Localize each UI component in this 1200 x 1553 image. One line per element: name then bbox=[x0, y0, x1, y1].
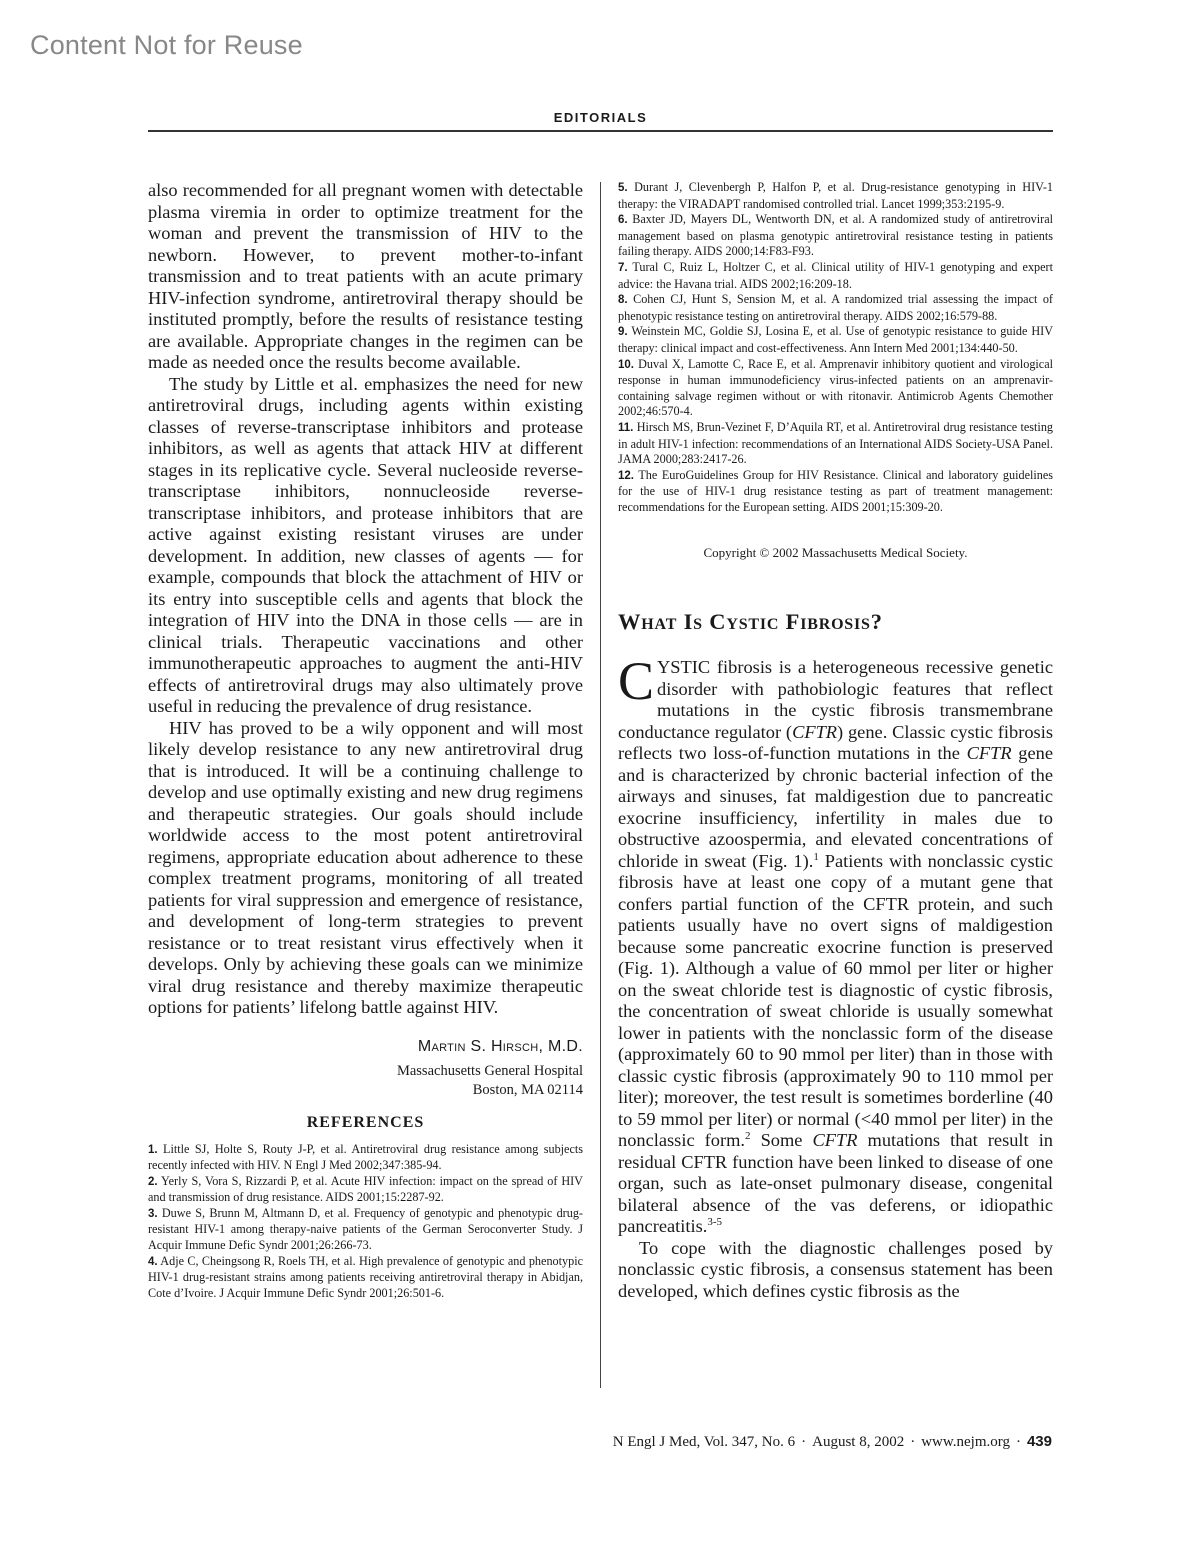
text-run: Some bbox=[750, 1130, 813, 1151]
reference-number: 11. bbox=[618, 421, 634, 434]
body-paragraph: The study by Little et al. emphasizes the need for new antiretroviral drugs, including agents within existing classes of reverse-transcriptase inhibitors and protease inhibitors, as well as agents that attack HIV at different stages in its replicative cycle. Several nucleoside reverse-transcriptase inhibitors, nonnucleoside reverse-transcriptase inhibitors, and protease inhibitors that are active against existing resistant viruses are under development. In addition, new classes of agents — for example, compounds that block the attachment of HIV or its entry into susceptible cells and agents that block the integration of HIV into the DNA in those cells — are in clinical trials. Therapeutic vaccinations and other immunotherapeutic approaches to augment the anti-HIV effects of antiretroviral drugs may also ultimately prove useful in reducing the prevalence of drug resistance. bbox=[148, 373, 583, 716]
footer-separator: · bbox=[1015, 1434, 1021, 1450]
body-paragraph: also recommended for all pregnant women with detectable plasma viremia in order to optimize treatment for the woman and prevent the transmission of HIV to the newborn. However, to prevent mother-to-infant transmission and to treat patients with an acute primary HIV-infection syndrome, antiretroviral therapy should be instituted promptly, before the results of resistance testing are available. Appropriate changes in the regimen can be made as needed once the results become available. bbox=[148, 180, 583, 372]
reference-text: Baxter JD, Mayers DL, Wentworth DN, et al. A randomized study of antiretroviral management based on plasma genotypic antiretroviral resistance testing in patients failing therapy. AIDS 2000;14:F83-F93. bbox=[618, 212, 1054, 259]
left-column bbox=[148, 180, 583, 1301]
text-run: gene and is characterized by chronic bacterial infection of the airways and sinuses, fat maldigestion due to pancreatic exocrine insufficiency, infertility in males due to obstructive azoospermia, and elevated concentrations of chloride in sweat (Fig. 1). bbox=[618, 743, 1053, 871]
reference-item bbox=[618, 212, 1053, 260]
reference-text: The EuroGuidelines Group for HIV Resistance. Clinical and laboratory guidelines for the use of HIV-1 drug resistance testing as part of treatment management: recommendations for the European setting. AIDS 2001;15:309-20. bbox=[618, 467, 1053, 514]
page-number: 439 bbox=[1026, 1433, 1052, 1450]
reference-text: Little SJ, Holte S, Routy J-P, et al. Antiretroviral drug resistance among subjects recently infected with HIV. N Engl J Med 2002;347:385-94. bbox=[148, 1141, 583, 1173]
reference-text: Hirsch MS, Brun-Vezinet F, D’Aquila RT, et al. Antiretroviral drug resistance testing in adult HIV-1 infection: recommendations of an International AIDS Society-USA Panel. JAMA 2000;283:2417-26. bbox=[618, 419, 1054, 467]
reference-text: Tural C, Ruiz L, Holtzer C, et al. Clinical utility of HIV-1 genotyping and expert advice: the Havana trial. AIDS 2002;16:209-18. bbox=[618, 259, 1053, 291]
text-run: Patients with nonclassic cystic fibrosis have at least one copy of a mutant gene that confers partial function of the CFTR protein, and such patients usually have no overt signs of maldigestion because some pancreatic exocrine function is preserved (Fig. 1). Although a value of 60 mmol per liter or higher on the sweat chloride test is diagnostic of cystic fibrosis, the concentration of sweat chloride is usually somewhat lower in patients with the nonclassic form of the disease (approximately 60 to 90 mmol per liter) than in those with classic cystic fibrosis (approximately 90 to 110 mmol per liter); moreover, the test result is sometimes borderline (40 to 59 mmol per liter) or normal (<40 mmol per liter) in the nonclassic form. bbox=[618, 850, 1054, 1151]
reference-text: Duwe S, Brunn M, Altmann D, et al. Frequency of genotypic and phenotypic drug-resistant HIV-1 among therapy-naive patients of the German Seroconverter Study. J Acquir Immune Defic Syndr 2001;26:266-73. bbox=[148, 1205, 583, 1253]
gene-name: CFTR bbox=[966, 743, 1012, 764]
reference-text: Weinstein MC, Goldie SJ, Losina E, et al. Use of genotypic resistance to guide HIV therapy: clinical impact and cost-effectiveness. Ann Intern Med 2001;134:440-50. bbox=[618, 324, 1053, 355]
reference-number: 2. bbox=[148, 1175, 158, 1188]
reference-number: 4. bbox=[148, 1255, 158, 1268]
reference-number: 9. bbox=[618, 326, 628, 339]
reference-number: 5. bbox=[618, 182, 628, 194]
text-run: YSTIC fibrosis is a heterogeneous recessive genetic disorder with pathobiologic features that reflect mutations in the cystic fibrosis transmembrane conductance regulator ( bbox=[618, 657, 1053, 742]
right-column bbox=[618, 180, 1053, 1302]
body-paragraph: HIV has proved to be a wily opponent and will most likely develop resistance to any new antiretroviral drug that is introduced. It will be a continuing challenge to develop and use optimally existing and new drug regimens and therapeutic strategies. Our goals should include worldwide access to the most potent antiretroviral regimens, appropriate education about adherence to these complex treatment programs, monitoring of all treated patients for viral suppression and emergence of resistance, and development of long-term strategies to prevent resistance or to treat resistant virus effectively when it develops. Only by achieving these goals can we minimize viral drug resistance and thereby maximize therapeutic options for patients’ lifelong battle against HIV. bbox=[148, 717, 583, 1017]
citation-superscript: 3-5 bbox=[707, 1216, 723, 1229]
gene-name: CFTR bbox=[812, 1130, 858, 1151]
reference-item bbox=[148, 1174, 583, 1206]
reference-item bbox=[618, 260, 1053, 292]
header-rule bbox=[148, 130, 1053, 132]
column-divider bbox=[600, 182, 601, 1388]
page-footer bbox=[613, 1433, 1052, 1451]
issue-date: August 8, 2002 bbox=[812, 1434, 905, 1450]
reference-text: Yerly S, Vora S, Rizzardi P, et al. Acute HIV infection: impact on the spread of HIV and transmission of drug resistance. AIDS 2001;15:2287-92. bbox=[148, 1173, 583, 1205]
reference-item bbox=[618, 324, 1053, 356]
reference-item bbox=[618, 180, 1053, 212]
reference-item bbox=[618, 420, 1053, 468]
copyright-notice: Copyright © 2002 Massachusetts Medical Society. bbox=[703, 545, 968, 561]
journal-citation: N Engl J Med, Vol. 347, No. 6 bbox=[612, 1434, 796, 1450]
reference-number: 1. bbox=[148, 1143, 158, 1156]
reference-item bbox=[618, 468, 1053, 516]
text-run: ) gene. Classic cystic fibrosis reflects two loss-of-function mutations in the bbox=[618, 721, 1053, 764]
body-paragraph: To cope with the diagnostic challenges posed by nonclassic cystic fibrosis, a consensus statement has been developed, which defines cystic fibrosis as the bbox=[618, 1237, 1053, 1301]
reference-text: Adje C, Cheingsong R, Roels TH, et al. High prevalence of genotypic and phenotypic HIV-1 drug-resistant strains among patients receiving antiretroviral therapy in Abidjan, Cote d’Ivoire. J Acquir Immune Defic Syndr 2001;26:501-6. bbox=[148, 1253, 583, 1300]
affiliation-line: Boston, MA 02114 bbox=[472, 1081, 583, 1098]
drop-cap: C bbox=[618, 651, 655, 712]
author-name: Martin S. Hirsch, M.D. bbox=[417, 1037, 583, 1055]
watermark: Content Not for Reuse bbox=[30, 30, 303, 60]
reference-item bbox=[148, 1206, 583, 1254]
reference-item bbox=[148, 1142, 583, 1174]
reference-item bbox=[618, 292, 1053, 324]
author-affiliation bbox=[148, 1062, 583, 1100]
reference-text: Cohen CJ, Hunt S, Sension M, et al. A randomized trial assessing the impact of phenotypic resistance testing on antiretroviral therapy. AIDS 2002;16:579-88. bbox=[618, 292, 1053, 323]
reference-list-left bbox=[148, 1142, 583, 1302]
reference-number: 6. bbox=[618, 214, 628, 227]
affiliation-line: Massachusetts General Hospital bbox=[396, 1062, 583, 1079]
footer-separator: · bbox=[910, 1434, 916, 1450]
article-title: What Is Cystic Fibrosis? bbox=[618, 609, 883, 635]
reference-item bbox=[618, 357, 1053, 420]
body-paragraph bbox=[618, 651, 1054, 1238]
citation-superscript: 2 bbox=[745, 1130, 751, 1143]
section-label: EDITORIALS bbox=[553, 110, 648, 125]
footer-separator: · bbox=[801, 1434, 807, 1450]
reference-number: 10. bbox=[618, 358, 634, 371]
reference-number: 3. bbox=[148, 1207, 158, 1220]
references-heading: REFERENCES bbox=[306, 1113, 425, 1131]
citation-superscript: 1 bbox=[813, 850, 819, 863]
reference-number: 12. bbox=[618, 469, 634, 482]
reference-text: Duval X, Lamotte C, Race E, et al. Amprenavir inhibitory quotient and virological response in human immunodeficiency virus-infected patients on an amprenavir-containing salvage regimen without or with ritonavir. Antimicrob Agents Chemother 2002;46:570-4. bbox=[618, 356, 1054, 419]
reference-text: Durant J, Clevenbergh P, Halfon P, et al. Drug-resistance genotyping in HIV-1 therapy: the VIRADAPT randomised controlled trial. Lancet 1999;353:2195-9. bbox=[618, 180, 1053, 211]
reference-list-right bbox=[618, 180, 1053, 515]
text-run: mutations that result in residual CFTR function have been linked to disease of one organ, such as late-onset pulmonary disease, congenital bilateral absence of the vas deferens, or idiopathic pancreatitis. bbox=[618, 1130, 1053, 1237]
gene-name: CFTR bbox=[792, 721, 838, 742]
journal-website: www.nejm.org bbox=[921, 1434, 1010, 1450]
reference-number: 7. bbox=[618, 261, 628, 274]
reference-item bbox=[148, 1254, 583, 1302]
reference-number: 8. bbox=[618, 294, 628, 307]
